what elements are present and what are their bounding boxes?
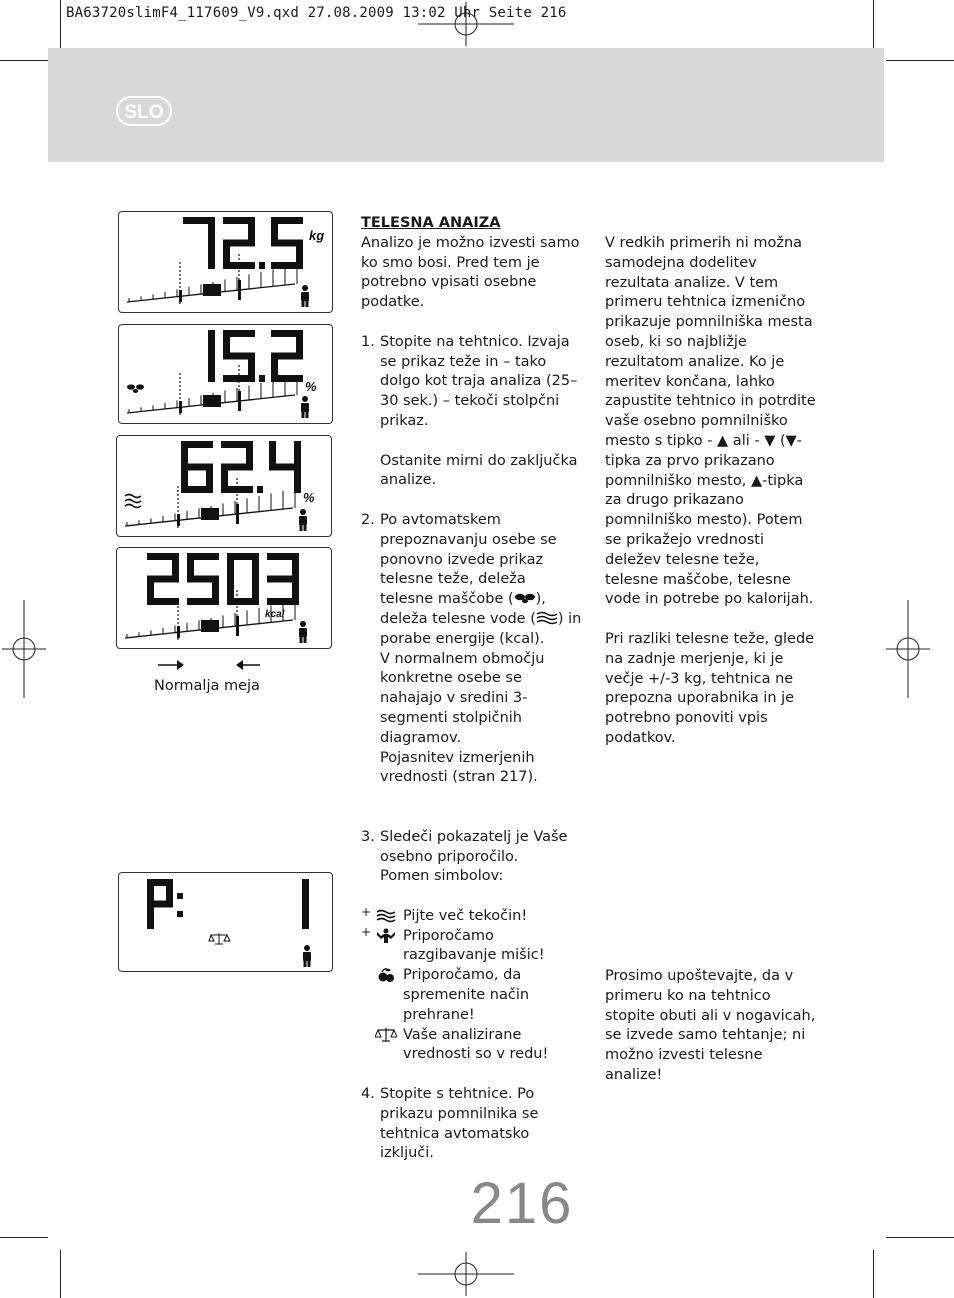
person-icon [299,628,307,637]
page-number: 216 [470,1171,574,1236]
normal-limit-caption: Normalja meja [154,678,260,694]
lcd-segment [147,598,179,605]
step-text: Ostanite mirni do zaključka analize. [380,452,578,489]
step-text: Pomen simbolov: [380,868,504,885]
symbol-legend-muscle: + Priporočamo razgibavanje mišic! [361,924,545,964]
food-icon [375,967,397,983]
person-icon [300,525,303,531]
lcd-segment [252,553,259,579]
lcd-segment [147,904,154,929]
step-1 [361,333,583,491]
crop-mark [886,60,954,61]
header-band [48,48,884,162]
scale-icon [375,1027,397,1043]
person-icon [304,945,310,951]
symbol-legend-water: + Pijte več tekočin! [361,904,528,924]
lcd-segment [187,553,194,579]
lcd-decimal-point [259,262,265,269]
scale-icon [209,933,230,944]
lcd-segment [296,330,303,356]
water-icon [125,495,141,508]
lcd-segment [227,553,234,579]
registration-mark-left [2,600,46,698]
bargraph-active-segment [201,508,219,520]
lcd-segment [271,262,303,269]
fat-icon [127,384,135,389]
lcd-decimal-point [259,375,265,382]
middle-column [361,214,583,1164]
lcd-segment [166,879,173,904]
lcd-segment [302,904,309,929]
person-icon [306,412,309,418]
lcd-segment [227,579,234,605]
muscle-icon [375,928,397,944]
crop-mark [873,0,874,48]
lcd-energy [116,547,332,649]
lcd-decimal-point [257,486,263,493]
step-text: Stopite na tehtnico. Izvaja se prikaz teže in – tako dolgo kot traja analiza (25–30 sek.) – tekoči stolpčni prikaz. [380,333,578,429]
step-text: Po avtomatskem prepoznavanju osebe se ponovno izvede prikaz telesne teže, deleža telesne maščobe ( ), deleža telesne vode ( ) in porabe energije (kcal). [380,511,582,647]
step-3 [361,828,583,887]
lcd-colon [177,893,183,899]
person-icon [302,301,305,307]
lcd-segment [271,217,278,243]
lcd-segment [147,879,154,904]
registration-mark-bottom [418,1252,514,1296]
lcd-unit: % [303,490,315,505]
crop-mark [60,0,61,48]
person-icon [304,961,307,967]
step-number: 3. [361,828,375,845]
fat-icon [133,389,138,393]
lcd-segment [248,217,255,243]
person-icon [301,403,309,412]
step-text: Sledeči pokazatelj je Vaše osebno priporočilo. [380,828,568,865]
lcd-body-water [116,435,332,537]
lcd-segment [181,441,188,467]
symbol-legend-food: Priporočamo, da spremenite način prehrane! [361,966,583,1025]
right-column [605,234,817,749]
person-icon [303,952,311,961]
person-icon [304,637,307,643]
bargraph-active-segment [203,284,221,296]
paragraph: V redkih primerih ni možna samodejna dodelitev rezultata analize. V tem primeru tehtnica izmenično prikazuje pomnilniška mesta oseb, ki so najbližje rezultatom analize. Ko je meritev končana, lahko zapustite tehtnico in potrdite vaše osebno pomnilniško mesto s tipko - ▲ ali - ▼ (▼-tipka za prvo prikazano pomnilniško mesto, ▲-tipka za drugo prikazano pomnilniško mesto). Potem se prikažejo vrednosti deležev telesne teže, telesne maščobe, telesne vode in potrebe po kalorijah. [605,235,816,608]
language-badge: SLO [116,96,172,126]
lcd-segment [271,375,303,382]
person-icon [302,285,308,291]
fat-icon [514,592,536,604]
lcd-recommendation [118,872,333,972]
registration-mark-top [418,2,514,46]
crop-mark [0,60,48,61]
lcd-unit: % [305,379,317,394]
bargraph-active-segment [203,395,221,407]
lcd-body-fat [118,324,333,424]
step-number: 4. [361,1086,375,1103]
lcd-segment [269,441,276,467]
step-text: V normalnem območju konkretne osebe se nahajajo v sredini 3-segmenti stolpičnih diagramov. [380,650,545,746]
step-4 [361,1085,583,1164]
step-number: 1. [361,333,375,350]
step-2 [361,511,583,788]
person-icon [302,396,308,402]
lcd-segment [294,441,301,467]
lcd-segment [187,598,219,605]
person-icon [300,509,306,515]
normal-limit-arrows [150,650,270,680]
step-text: Pojasnitev izmerjenih vrednosti (stran 217). [380,749,538,786]
section-heading: TELESNA ANAIZA [361,215,501,231]
lcd-segment [223,330,230,356]
person-icon [304,525,307,531]
water-icon [375,908,397,924]
lcd-segment [208,217,215,243]
lcd-weight [118,211,333,313]
right-column-note [605,967,817,1086]
paragraph: Prosimo upoštevajte, da v primeru ko na tehtnico stopite obuti ali v nogavicah, se izvede samo tehtanje; ni možno izvesti telesne analize! [605,968,816,1083]
water-icon [536,611,558,625]
step-text: Stopite s tehtnice. Po prikazu pomnilnika se tehtnica avtomatsko izključi. [380,1086,539,1162]
registration-mark-right [886,600,930,698]
lcd-segment [302,879,309,904]
bargraph-active-segment [201,620,219,632]
lcd-segment [208,356,215,382]
fat-icon [136,384,144,389]
crop-mark [886,1237,954,1238]
file-slug: BA63720slimF4_117609_V9.qxd 27.08.2009 13:02 Uhr Seite 216 [66,5,567,21]
crop-mark [60,1250,61,1298]
lcd-segment [172,553,179,579]
person-icon [308,961,311,967]
intro-text: Analizo je možno izvesti samo ko smo bosi. Pred tem je potrebno vpisati osebne podatke. [361,234,580,311]
person-icon [301,292,309,301]
person-icon [306,301,309,307]
person-icon [302,412,305,418]
lcd-segment [208,243,215,269]
paragraph: Pri razliki telesne teže, glede na zadnje merjenje, ki je večje +/-3 kg, tehtnica ne prepozna uporabnika in je potrebno ponoviti vpis podatkov. [605,630,815,746]
lcd-colon [177,911,183,917]
crop-mark [873,1250,874,1298]
lcd-segment [292,553,299,579]
person-icon [300,637,303,643]
step-number: 2. [361,511,375,528]
symbol-legend-balance: Vaše analizirane vrednosti so v redu! [361,1026,583,1066]
lcd-segment [246,441,253,467]
person-icon [299,516,307,525]
lcd-unit: kcal [265,609,285,620]
lcd-segment [208,330,215,356]
lcd-unit: kg [309,228,325,243]
lcd-segment [206,467,213,493]
crop-mark [0,1237,48,1238]
person-icon [300,621,306,627]
